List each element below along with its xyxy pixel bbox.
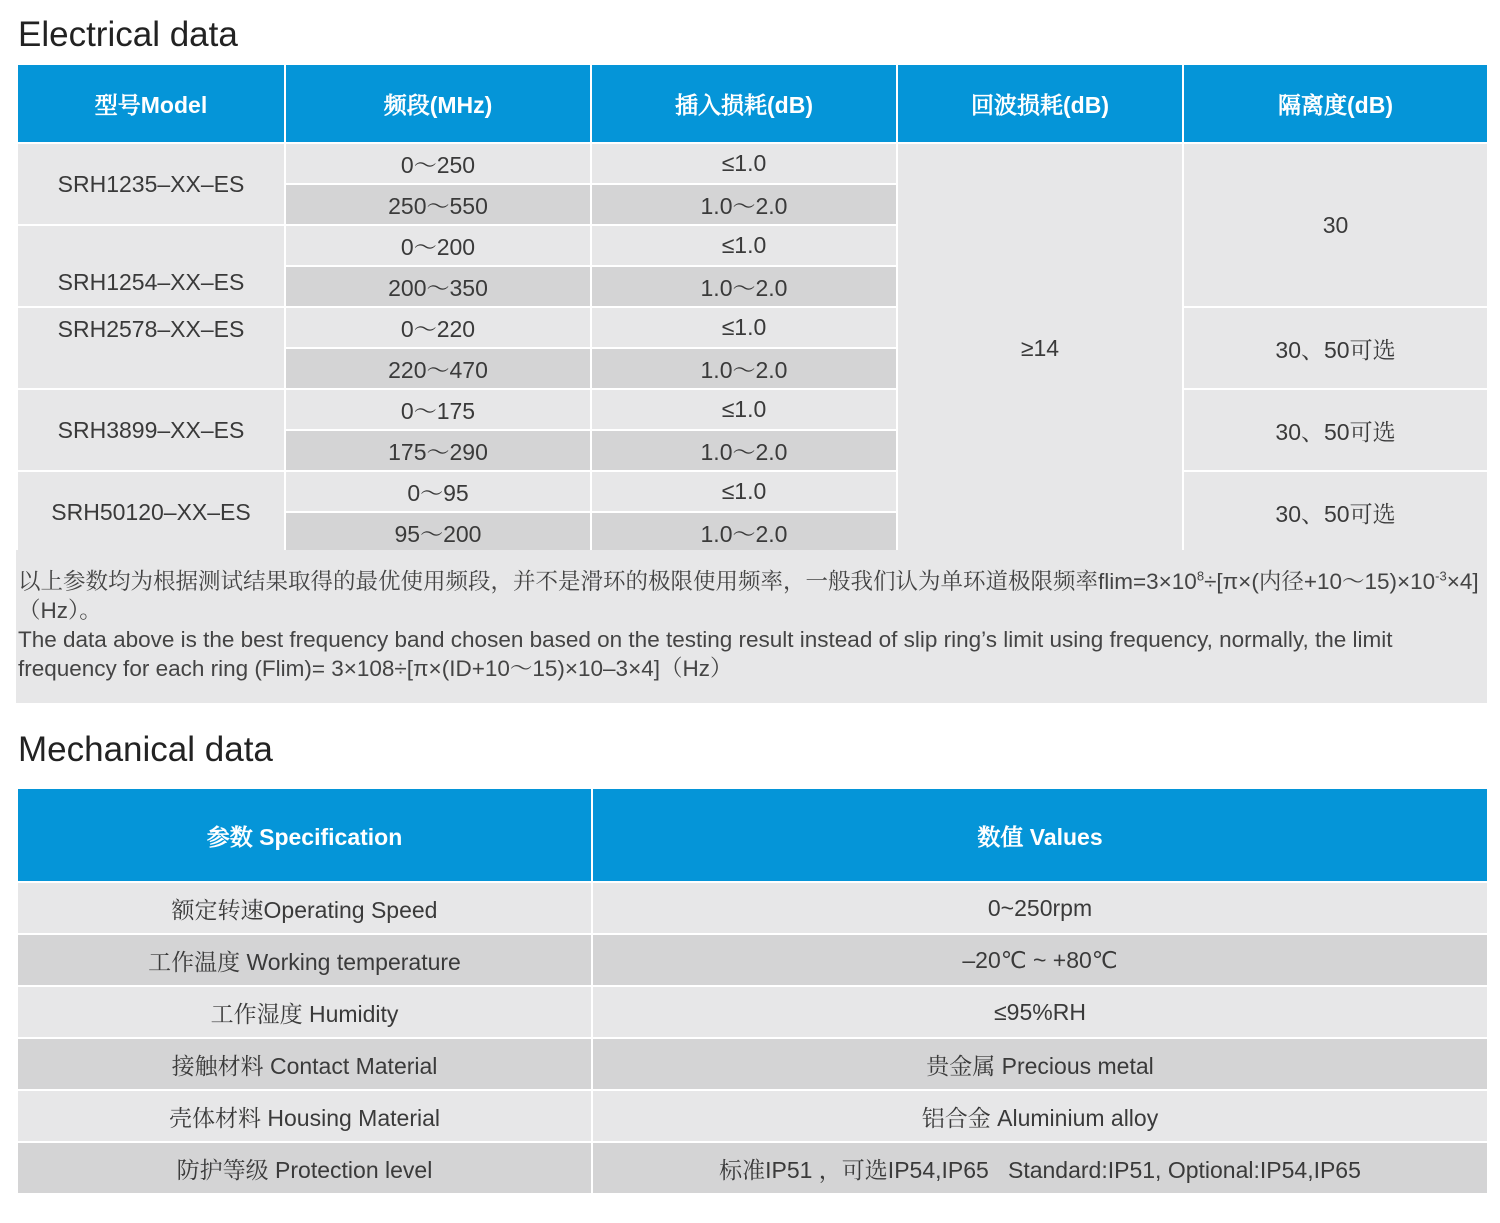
table-row [17,1142,1488,1194]
value-cell: –20℃ ~ +80℃ [592,934,1488,986]
band-cell: 0～95 [285,471,591,512]
isolation-cell: 30、50可选 [1183,471,1488,553]
insertion-loss-cell: ≤1.0 [591,389,897,430]
header-model: 型号Model [17,64,285,143]
spec-cell: 额定转速Operating Speed [17,882,592,934]
insertion-loss-cell: 1.0～2.0 [591,184,897,225]
note-chinese [18,567,1487,625]
spec-cell: 工作湿度 Humidity [17,986,592,1038]
insertion-loss-cell: ≤1.0 [591,307,897,348]
value-cell: ≤95%RH [592,986,1488,1038]
note-cn-part2: ÷[π×(内径+10～15)×10 [1204,569,1436,594]
band-cell: 0～250 [285,143,591,184]
table-row [17,882,1488,934]
note-english: The data above is the best frequency band chosen based on the testing result instead of slip ring’s limit using frequency, normally, the limit frequency for each ring (Flim)= 3×108÷[π×(ID+10～15)×10–3×4]（Hz） [18,627,1393,681]
table-row [17,934,1488,986]
table-row [17,389,1488,430]
insertion-loss-cell: 1.0～2.0 [591,512,897,553]
band-cell: 250～550 [285,184,591,225]
band-cell: 175～290 [285,430,591,471]
frequency-note [16,550,1487,703]
insertion-loss-cell: ≤1.0 [591,225,897,266]
value-cell: 铝合金 Aluminium alloy [592,1090,1488,1142]
band-cell: 200～350 [285,266,591,307]
mechanical-data-title: Mechanical data [18,730,273,769]
value-cell: 标准IP51 ，可选IP54,IP65 Standard:IP51, Optional:IP54,IP65 [592,1142,1488,1194]
table-row [17,1090,1488,1142]
note-cn-part3: ×4]（Hz）。 [18,569,1479,623]
table-header-row [17,788,1488,882]
table-row [17,1038,1488,1090]
header-isolation: 隔离度(dB) [1183,64,1488,143]
model-cell: SRH50120–XX–ES [17,471,285,553]
model-cell: SRH2578–XX–ES [17,307,285,389]
electrical-data-title: Electrical data [18,15,238,54]
value-cell: 0~250rpm [592,882,1488,934]
mechanical-data-table [16,787,1489,1195]
header-band: 频段(MHz) [285,64,591,143]
header-specification: 参数 Specification [17,788,592,882]
isolation-cell: 30 [1183,143,1488,307]
note-cn-part1: 以上参数均为根据测试结果取得的最优使用频段，并不是滑环的极限使用频率，一般我们认为单环道极限频率flim=3×10 [18,569,1197,594]
header-insertion-loss: 插入损耗(dB) [591,64,897,143]
header-return-loss: 回波损耗(dB) [897,64,1183,143]
table-row [17,471,1488,512]
header-values: 数值 Values [592,788,1488,882]
spec-cell: 工作温度 Working temperature [17,934,592,986]
return-loss-cell: ≥14 [897,143,1183,553]
note-cn-exponent1: 8 [1196,568,1205,584]
isolation-cell: 30、50可选 [1183,389,1488,471]
spec-cell: 防护等级 Protection level [17,1142,592,1194]
insertion-loss-cell: ≤1.0 [591,471,897,512]
band-cell: 0～175 [285,389,591,430]
model-cell: SRH1254–XX–ES [17,225,285,307]
insertion-loss-cell: 1.0～2.0 [591,266,897,307]
insertion-loss-cell: ≤1.0 [591,143,897,184]
value-cell: 贵金属 Precious metal [592,1038,1488,1090]
isolation-cell: 30、50可选 [1183,307,1488,389]
band-cell: 0～200 [285,225,591,266]
table-row [17,307,1488,348]
band-cell: 0～220 [285,307,591,348]
spec-cell: 接触材料 Contact Material [17,1038,592,1090]
insertion-loss-cell: 1.0～2.0 [591,430,897,471]
band-cell: 220～470 [285,348,591,389]
note-cn-exponent2: -3 [1435,568,1447,584]
electrical-data-table [16,63,1489,554]
table-row [17,143,1488,184]
model-cell: SRH1235–XX–ES [17,143,285,225]
model-cell: SRH3899–XX–ES [17,389,285,471]
table-row [17,986,1488,1038]
spec-cell: 壳体材料 Housing Material [17,1090,592,1142]
table-header-row [17,64,1488,143]
band-cell: 95～200 [285,512,591,553]
insertion-loss-cell: 1.0～2.0 [591,348,897,389]
